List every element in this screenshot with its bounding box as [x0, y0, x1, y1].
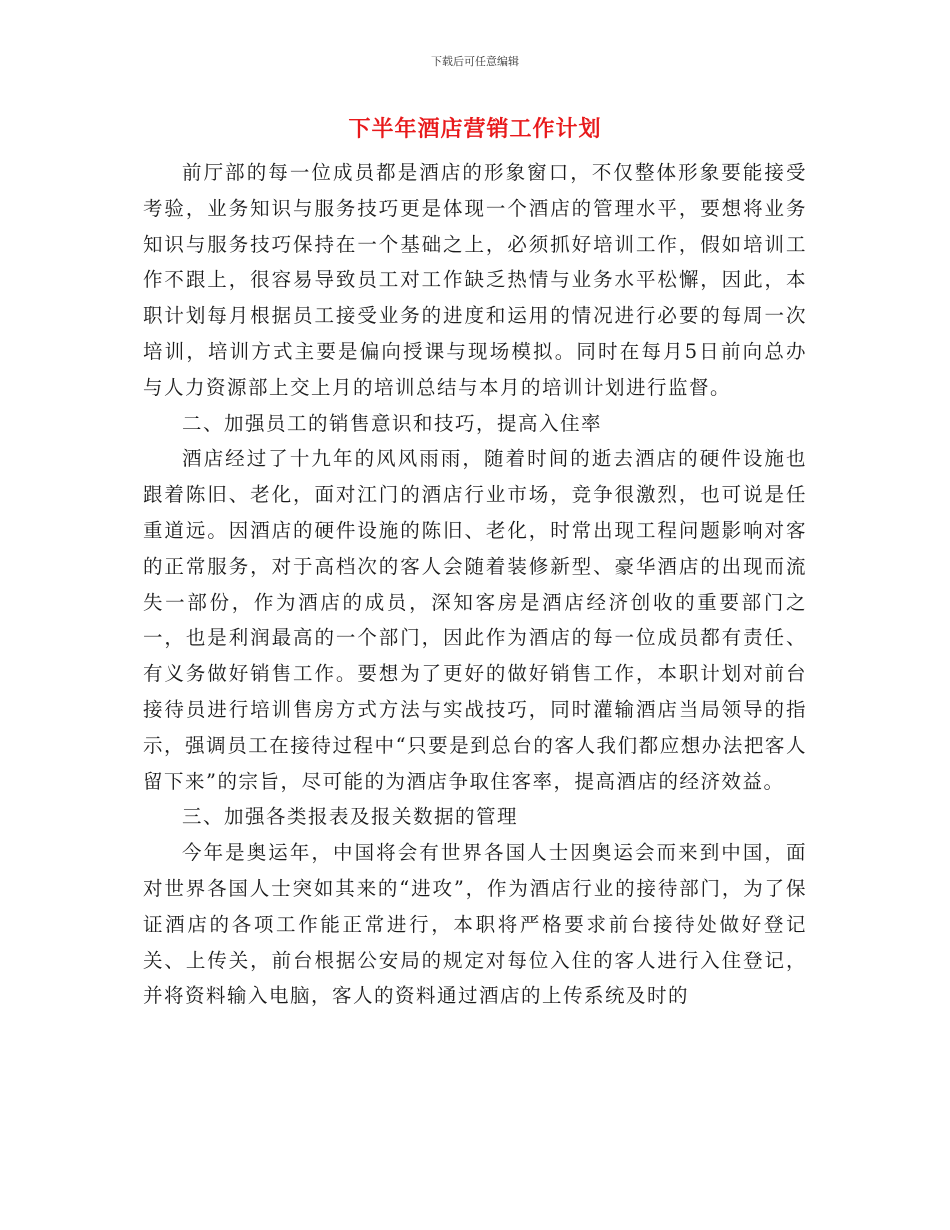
document-body: [143, 155, 807, 1014]
paragraph-sales: 酒店经过了十九年的风风雨雨，随着时间的逝去酒店的硬件设施也跟着陈旧、老化，面对江门的酒店行业市场，竞争很激烈，也可说是任重道远。因酒店的硬件设施的陈旧、老化，时常出现工程问题影响对客的正常服务，对于高档次的客人会随着装修新型、豪华酒店的出现而流失一部份，作为酒店的成员，深知客房是酒店经济创收的重要部门之一，也是利润最高的一个部门，因此作为酒店的每一位成员都有责任、有义务做好销售工作。要想为了更好的做好销售工作，本职计划对前台接待员进行培训售房方式方法与实战技巧，同时灌输酒店当局领导的指示，强调员工在接待过程中“只要是到总台的客人我们都应想办法把客人留下来”的宗旨，尽可能的为酒店争取住客率，提高酒店的经济效益。: [143, 447, 807, 793]
paragraph-training: 前厅部的每一位成员都是酒店的形象窗口，不仅整体形象要能接受考验，业务知识与服务技巧更是体现一个酒店的管理水平，要想将业务知识与服务技巧保持在一个基础之上，必须抓好培训工作，假如培训工作不跟上，很容易导致员工对工作缺乏热情与业务水平松懈，因此，本职计划每月根据员工接受业务的进度和运用的情况进行必要的每周一次培训，培训方式主要是偏向授课与现场模拟。同时在每月5日前向总办与人力资源部上交上月的培训总结与本月的培训计划进行监督。: [143, 161, 807, 399]
paragraph-reports: 今年是奥运年，中国将会有世界各国人士因奥运会而来到中国，面对世界各国人士突如其来的“进攻”，作为酒店行业的接待部门，为了保证酒店的各项工作能正常进行，本职将严格要求前台接待处做好登记关、上传关，前台根据公安局的规定对每位入住的客人进行入住登记，并将资料输入电脑，客人的资料通过酒店的上传系统及时的: [143, 841, 807, 1008]
section-heading-sales: 二、加强员工的销售意识和技巧，提高入住率: [182, 411, 603, 435]
header-note: 下载后可任意编辑: [431, 55, 519, 68]
document-title: 下半年酒店营销工作计划: [348, 117, 602, 142]
section-heading-reports: 三、加强各类报表及报关数据的管理: [182, 805, 519, 829]
